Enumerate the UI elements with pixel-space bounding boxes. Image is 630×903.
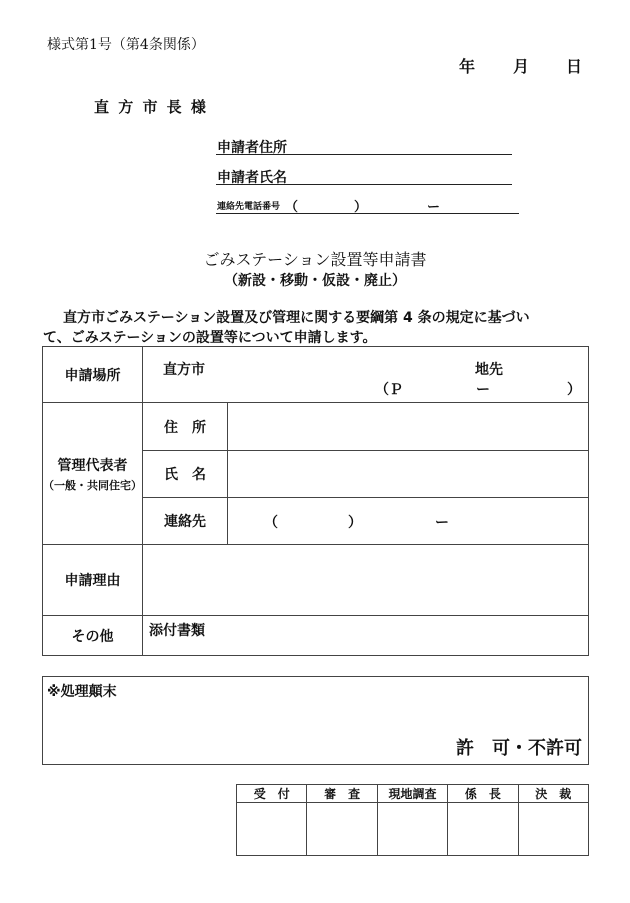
stamp-cell-kessai[interactable] — [518, 803, 588, 856]
reason-row — [43, 545, 589, 616]
manager-address-row — [43, 403, 589, 451]
applicant-phone-label: 連絡先電話番号 — [217, 202, 281, 212]
processing-result: 許 可・不許可 — [456, 738, 582, 759]
application-table — [42, 346, 589, 656]
body-text-line1: 直方市ごみステーション設置及び管理に関する要綱第 4 条の規定に基づい — [63, 310, 530, 326]
manager-name-field[interactable] — [228, 451, 589, 498]
contact-paren-close: ） — [348, 515, 362, 531]
date-month-label: 月 — [513, 57, 530, 76]
location-label: 申請場所 — [43, 347, 143, 403]
applicant-address-line[interactable] — [216, 154, 512, 155]
applicant-name-line[interactable] — [216, 184, 512, 185]
other-field[interactable] — [143, 616, 589, 656]
other-value: 添付書類 — [149, 623, 205, 639]
phone-paren-close: ） — [354, 200, 368, 215]
location-cell[interactable] — [143, 347, 589, 403]
manager-address-field[interactable] — [228, 403, 589, 451]
location-p-dash: ー — [476, 382, 490, 398]
processing-label: ※処理顛末 — [47, 684, 117, 700]
contact-paren-open: （ — [264, 515, 278, 531]
approval-col-genchi: 現地調査 — [377, 785, 447, 803]
date-day-label: 日 — [566, 57, 583, 76]
manager-contact-label: 連絡先 — [143, 498, 228, 545]
location-p-close: ） — [567, 382, 581, 398]
contact-dash: ー — [435, 515, 449, 531]
applicant-phone-line[interactable] — [216, 213, 519, 214]
form-subtitle: （新設・移動・仮設・廃止） — [224, 273, 406, 289]
phone-dash: ー — [427, 200, 441, 215]
location-chisaki: 地先 — [475, 362, 503, 378]
manager-label: 管理代表者 — [57, 457, 128, 474]
approval-col-kessai: 決 裁 — [518, 785, 588, 803]
stamp-cell-genchi[interactable] — [377, 803, 447, 856]
other-row — [43, 616, 589, 656]
form-title: ごみステーション設置等申請書 — [203, 250, 427, 269]
approval-col-shinsa: 審 査 — [307, 785, 377, 803]
phone-paren-open: （ — [285, 200, 299, 215]
manager-sub-label: （一般・共同住宅） — [43, 478, 142, 492]
location-row — [43, 347, 589, 403]
date-year-label: 年 — [459, 57, 476, 76]
reason-label: 申請理由 — [43, 545, 143, 616]
processing-box — [42, 676, 589, 765]
approval-table — [236, 784, 589, 856]
location-p-open: （Ｐ — [375, 382, 403, 398]
applicant-name-label: 申請者氏名 — [217, 170, 287, 186]
manager-contact-field[interactable] — [228, 498, 589, 545]
approval-col-kakaricho: 係 長 — [448, 785, 518, 803]
manager-address-label: 住 所 — [143, 403, 228, 451]
approval-stamp-row — [237, 803, 589, 856]
stamp-cell-shinsa[interactable] — [307, 803, 377, 856]
manager-label-cell — [43, 403, 143, 545]
approval-header-row — [237, 785, 589, 803]
body-text-line2: て、ごみステーションの設置等について申請します。 — [43, 330, 377, 346]
addressee: 直 方 市 長 様 — [94, 98, 208, 116]
approval-col-uketsuke: 受 付 — [237, 785, 307, 803]
manager-name-label: 氏 名 — [143, 451, 228, 498]
applicant-address-label: 申請者住所 — [217, 140, 287, 156]
form-number: 様式第1号（第4条関係） — [47, 37, 205, 53]
other-label: その他 — [43, 616, 143, 656]
stamp-cell-uketsuke[interactable] — [237, 803, 307, 856]
stamp-cell-kakaricho[interactable] — [448, 803, 518, 856]
location-city: 直方市 — [163, 362, 205, 378]
reason-field[interactable] — [143, 545, 589, 616]
